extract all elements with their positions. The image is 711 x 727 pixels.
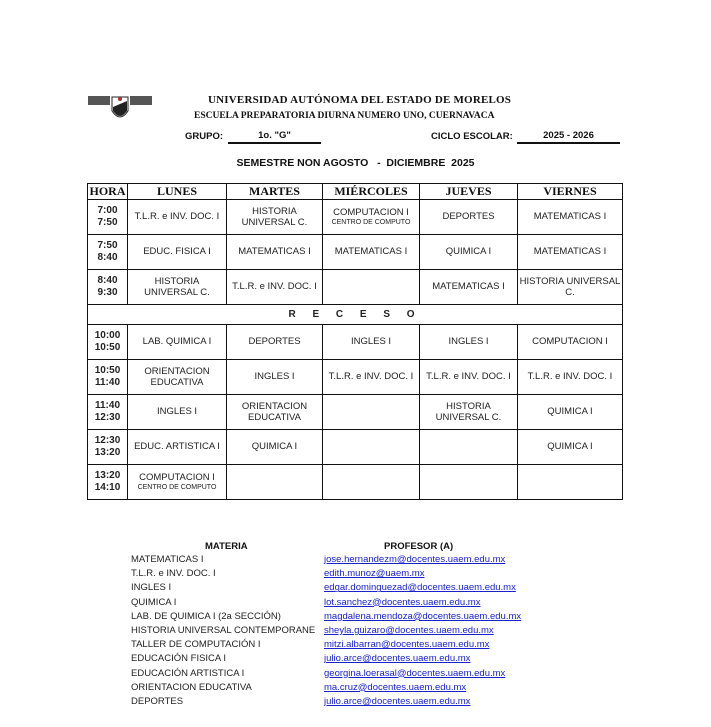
subject-name: LAB. QUIMICA I	[142, 336, 212, 348]
class-cell-lunes	[128, 235, 227, 270]
col-lunes: LUNES	[128, 184, 227, 200]
subject-name: MATEMATICAS I	[432, 281, 505, 293]
subject-name: COMPUTACION I	[333, 206, 409, 218]
class-cell-jueves	[420, 270, 518, 305]
subject-name: ORIENTACION EDUCATIVA	[144, 365, 210, 388]
class-cell-viernes	[518, 465, 623, 500]
time-start: 10:50	[94, 365, 121, 376]
semester-title: SEMESTRE NON AGOSTO - DICIEMBRE 2025	[236, 157, 475, 169]
subject-name: INGLES I	[448, 336, 489, 348]
class-cell-miercoles	[323, 200, 420, 235]
class-cell-lunes	[128, 465, 227, 500]
schedule-row	[88, 325, 623, 360]
schedule-row	[88, 430, 623, 465]
class-cell-jueves	[420, 235, 518, 270]
time-end: 9:30	[97, 287, 118, 298]
class-cell-lunes	[128, 360, 227, 395]
schedule-row	[88, 360, 623, 395]
time-start: 7:50	[97, 240, 118, 251]
time-start: 10:00	[94, 330, 121, 341]
subject-name: MATEMATICAS I	[334, 246, 408, 258]
time-start: 13:20	[94, 470, 121, 481]
teacher-email-link[interactable]: ma.cruz@docentes.uaem.edu.mx	[324, 681, 467, 693]
class-cell-jueves	[420, 200, 518, 235]
contact-row	[131, 582, 551, 596]
subject-name: DEPORTES	[442, 211, 495, 223]
class-cell-jueves	[420, 430, 518, 465]
subject-name: INGLES I	[254, 371, 295, 383]
receso-row	[88, 305, 623, 325]
subject-name: T.L.R. e INV. DOC. I	[328, 371, 414, 383]
contact-row	[131, 554, 551, 568]
class-cell-martes	[227, 200, 323, 235]
contact-list	[131, 554, 551, 710]
class-cell-martes	[227, 395, 323, 430]
schedule-row	[88, 270, 623, 305]
school-name: ESCUELA PREPARATORIA DIURNA NUMERO UNO, CUERNAVACA	[194, 111, 495, 121]
col-jueves: JUEVES	[420, 184, 518, 200]
subject-label: DEPORTES	[131, 695, 184, 707]
contact-row	[131, 611, 551, 625]
ciclo-value: 2025 - 2026	[517, 130, 620, 144]
contact-row	[131, 568, 551, 582]
subject-name: HISTORIA UNIVERSAL C.	[241, 205, 308, 228]
contact-row	[131, 639, 551, 653]
class-cell-viernes	[518, 200, 623, 235]
grupo-value: 1o. "G"	[228, 130, 321, 144]
time-slot	[88, 465, 128, 500]
subject-label: INGLES I	[131, 582, 172, 594]
time-end: 10:50	[94, 342, 121, 353]
time-slot	[88, 360, 128, 395]
subject-label: QUIMICA I	[131, 596, 177, 608]
profesor-header: PROFESOR (A)	[384, 541, 454, 552]
subject-label: EDUCACIÓN FISICA I	[131, 653, 227, 665]
subject-name: HISTORIA UNIVERSAL C.	[435, 400, 502, 423]
time-end: 7:50	[97, 217, 118, 228]
schedule-row	[88, 200, 623, 235]
subject-name: EDUC. ARTISTICA I	[134, 441, 220, 453]
subject-name: INGLES I	[156, 406, 198, 418]
class-cell-viernes	[518, 430, 623, 465]
subject-name: COMPUTACION I	[532, 336, 608, 348]
receso-label: R E C E S O	[88, 305, 623, 325]
subject-name: INGLES I	[350, 336, 392, 348]
ciclo-label: CICLO ESCOLAR:	[431, 131, 513, 142]
class-cell-martes	[227, 465, 323, 500]
subject-label: T.L.R. e INV. DOC. I	[131, 568, 216, 580]
subject-name: HISTORIA UNIVERSAL C.	[144, 275, 210, 298]
room-name: CENTRO DE COMPUTO	[331, 219, 411, 227]
contact-row	[131, 696, 551, 710]
contact-row	[131, 625, 551, 639]
schedule-row	[88, 395, 623, 430]
teacher-email-link[interactable]: magdalena.mendoza@docentes.uaem.edu.mx	[324, 610, 522, 622]
time-slot	[88, 235, 128, 270]
class-cell-viernes	[518, 325, 623, 360]
time-start: 12:30	[94, 435, 121, 446]
subject-name: MATEMATICAS I	[533, 246, 607, 258]
class-cell-viernes	[518, 395, 623, 430]
time-slot	[88, 200, 128, 235]
col-hora: HORA	[89, 184, 126, 198]
class-cell-miercoles	[323, 465, 420, 500]
logo-icon	[88, 93, 152, 123]
class-cell-jueves	[420, 465, 518, 500]
teacher-email-link[interactable]: sheyla.guizaro@docentes.uaem.edu.mx	[324, 624, 494, 636]
time-slot	[88, 325, 128, 360]
class-cell-miercoles	[323, 325, 420, 360]
teacher-email-link[interactable]: mitzi.albarran@docentes.uaem.edu.mx	[324, 639, 490, 651]
teacher-email-link[interactable]: jose.hernandezm@docentes.uaem.edu.mx	[324, 554, 506, 565]
subject-name: QUIMICA I	[547, 441, 593, 453]
time-slot	[88, 270, 128, 305]
col-martes: MARTES	[227, 184, 323, 200]
subject-name: QUIMICA I	[251, 441, 298, 453]
subject-name: ORIENTACION EDUCATIVA	[241, 400, 308, 423]
teacher-email-link[interactable]: edith.munoz@uaem.mx	[324, 568, 425, 580]
time-slot	[88, 395, 128, 430]
class-cell-miercoles	[323, 430, 420, 465]
class-cell-martes	[227, 325, 323, 360]
subject-label: HISTORIA UNIVERSAL CONTEMPORANE	[131, 624, 316, 636]
subject-name: T.L.R. e INV. DOC. I	[527, 371, 613, 383]
class-cell-miercoles	[323, 360, 420, 395]
subject-label: MATEMATICAS I	[131, 554, 204, 565]
class-cell-lunes	[128, 270, 227, 305]
time-start: 7:00	[97, 205, 118, 216]
col-miercoles: MIÉRCOLES	[323, 184, 420, 200]
university-logo	[88, 93, 152, 123]
class-cell-jueves	[420, 360, 518, 395]
class-cell-lunes	[128, 200, 227, 235]
class-cell-miercoles	[323, 395, 420, 430]
subject-name: T.L.R. e INV. DOC. I	[426, 371, 511, 383]
university-name: UNIVERSIDAD AUTÓNOMA DEL ESTADO DE MORELOS	[208, 94, 512, 106]
subject-label: LAB. DE QUIMICA I (2a SECCIÓN)	[131, 610, 281, 622]
teacher-email-link[interactable]: edgar.dominguezad@docentes.uaem.edu.mx	[324, 582, 516, 594]
time-end: 14:10	[94, 482, 121, 493]
subject-label: EDUCACIÓN ARTISTICA I	[131, 667, 245, 679]
schedule-row	[88, 465, 623, 500]
subject-name: COMPUTACION I	[139, 471, 215, 483]
class-cell-martes	[227, 235, 323, 270]
subject-label: ORIENTACION EDUCATIVA	[131, 681, 252, 693]
class-cell-miercoles	[323, 235, 420, 270]
teacher-email-link[interactable]: georgina.loerasal@docentes.uaem.edu.mx	[324, 667, 506, 679]
class-cell-lunes	[128, 395, 227, 430]
time-start: 11:40	[94, 400, 121, 411]
contact-row	[131, 668, 551, 682]
contact-row	[131, 597, 551, 611]
class-cell-miercoles	[323, 270, 420, 305]
class-cell-jueves	[420, 325, 518, 360]
schedule-row	[88, 235, 623, 270]
header-row	[88, 184, 623, 200]
time-end: 11:40	[94, 377, 121, 388]
subject-label: TALLER DE COMPUTACIÓN I	[131, 639, 261, 651]
time-end: 8:40	[97, 252, 118, 263]
teacher-email-link[interactable]: julio.arce@docentes.uaem.edu.mx	[324, 695, 471, 707]
class-cell-viernes	[518, 270, 623, 305]
materia-header: MATERIA	[205, 541, 248, 552]
subject-name: DEPORTES	[248, 336, 301, 348]
grupo-label: GRUPO:	[185, 131, 223, 142]
col-viernes: VIERNES	[518, 184, 623, 200]
time-end: 13:20	[94, 447, 121, 458]
class-cell-lunes	[128, 325, 227, 360]
subject-name: T.L.R. e INV. DOC. I	[232, 281, 317, 293]
contact-row	[131, 682, 551, 696]
time-slot	[88, 430, 128, 465]
class-cell-martes	[227, 430, 323, 465]
teacher-email-link[interactable]: lot.sanchez@docentes.uaem.edu.mx	[324, 596, 481, 608]
class-cell-martes	[227, 270, 323, 305]
time-start: 8:40	[97, 275, 118, 286]
subject-name: MATEMATICAS I	[238, 246, 311, 258]
class-cell-jueves	[420, 395, 518, 430]
subject-name: EDUC. FISICA I	[143, 246, 211, 258]
subject-name: MATEMATICAS I	[533, 211, 607, 223]
teacher-email-link[interactable]: julio.arce@docentes.uaem.edu.mx	[324, 653, 471, 665]
class-cell-martes	[227, 360, 323, 395]
subject-name: HISTORIA UNIVERSAL C.	[519, 275, 621, 298]
subject-name: T.L.R. e INV. DOC. I	[134, 211, 220, 223]
class-cell-lunes	[128, 430, 227, 465]
subject-name: QUIMICA I	[547, 406, 593, 418]
time-end: 12:30	[94, 412, 121, 423]
schedule-table	[87, 183, 623, 500]
contact-row	[131, 653, 551, 667]
subject-name: QUIMICA I	[445, 246, 492, 258]
class-cell-viernes	[518, 360, 623, 395]
class-cell-viernes	[518, 235, 623, 270]
room-name: CENTRO DE COMPUTO	[137, 484, 217, 492]
